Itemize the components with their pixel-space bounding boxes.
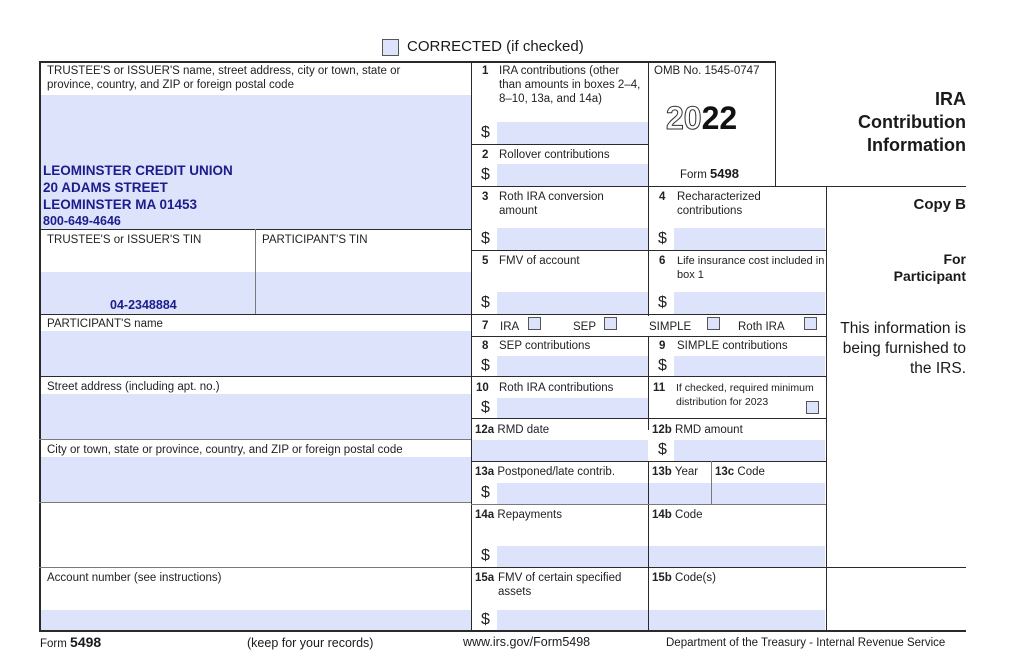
box12b-dollar: $ bbox=[658, 441, 667, 458]
box6-label: Life insurance cost included in box 1 bbox=[677, 255, 825, 281]
omb-number: OMB No. 1545-0747 bbox=[654, 65, 760, 77]
box13b-label: Year bbox=[674, 466, 699, 478]
box4-field[interactable] bbox=[674, 228, 825, 250]
box9-field[interactable] bbox=[674, 356, 825, 376]
box3-number: 3 bbox=[482, 191, 489, 203]
box14a-number: 14a bbox=[475, 509, 495, 521]
form-title bbox=[858, 88, 966, 157]
box7-sep-checkbox[interactable] bbox=[604, 317, 617, 330]
box1-dollar: $ bbox=[481, 124, 490, 141]
box7-ira-label: IRA bbox=[500, 321, 520, 333]
tax-year bbox=[666, 100, 737, 137]
trustee-phone: 800-649-4646 bbox=[43, 214, 121, 228]
irs-notice: This information is being furnished to the IRS. bbox=[840, 320, 966, 377]
box14b-field[interactable] bbox=[649, 546, 825, 567]
title-line2: Contribution bbox=[858, 112, 966, 132]
for-line1: For bbox=[943, 251, 966, 267]
box14a-label: Repayments bbox=[497, 509, 562, 521]
box13a-field[interactable] bbox=[497, 483, 648, 504]
box11-number: 11 bbox=[653, 382, 666, 394]
box13a-number: 13a bbox=[475, 466, 495, 478]
box13a-dollar: $ bbox=[481, 484, 490, 501]
box5-field[interactable] bbox=[497, 292, 648, 314]
city-label: City or town, state or province, country, and ZIP or foreign postal code bbox=[47, 444, 403, 456]
box15b-number: 15b bbox=[652, 572, 672, 584]
box2-field[interactable] bbox=[497, 164, 648, 186]
box8-field[interactable] bbox=[497, 356, 648, 376]
tax-year-bold: 22 bbox=[701, 100, 738, 136]
box15b-label: Code(s) bbox=[675, 572, 716, 584]
box8-label: SEP contributions bbox=[499, 340, 591, 352]
box10-label: Roth IRA contributions bbox=[499, 382, 614, 394]
box12a-number: 12a bbox=[475, 424, 495, 436]
box9-label: SIMPLE contributions bbox=[677, 340, 788, 352]
corrected-checkbox[interactable] bbox=[382, 39, 399, 56]
box13c-label: Code bbox=[737, 466, 765, 478]
footer-keep: (keep for your records) bbox=[247, 636, 374, 650]
box15a-label: FMV of certain specified assets bbox=[498, 572, 622, 598]
account-label: Account number (see instructions) bbox=[47, 572, 222, 584]
footer-dept: Department of the Treasury - Internal Revenue Service bbox=[666, 637, 946, 649]
box3-dollar: $ bbox=[481, 230, 490, 247]
trustee-street: 20 ADAMS STREET bbox=[43, 180, 168, 195]
box4-label: Recharacterized contributions bbox=[677, 191, 761, 217]
footer-url[interactable]: www.irs.gov/Form5498 bbox=[463, 635, 591, 649]
box7-roth-checkbox[interactable] bbox=[804, 317, 817, 330]
box6-field[interactable] bbox=[674, 292, 825, 314]
box14b-header bbox=[652, 508, 703, 522]
box13b-field[interactable] bbox=[649, 483, 711, 504]
trustee-city: LEOMINSTER MA 01453 bbox=[43, 197, 198, 212]
box15a-dollar: $ bbox=[481, 611, 490, 628]
trustee-label: TRUSTEE'S or ISSUER'S name, street address, city or town, state or province, country, and ZIP or foreign postal code bbox=[47, 65, 401, 91]
box7-sep-label: SEP bbox=[573, 321, 597, 333]
box13c-header bbox=[715, 465, 765, 479]
footer-form bbox=[40, 634, 101, 650]
box7-ira-checkbox[interactable] bbox=[528, 317, 541, 330]
account-field[interactable] bbox=[41, 610, 471, 630]
box9-dollar: $ bbox=[658, 357, 667, 374]
box14a-header bbox=[475, 508, 562, 522]
tax-year-outline: 20 bbox=[666, 100, 702, 136]
box1-number: 1 bbox=[482, 65, 489, 77]
participant-tin-label: PARTICIPANT'S TIN bbox=[262, 234, 368, 246]
box15a-field[interactable] bbox=[497, 610, 648, 630]
box1-label: IRA contributions (other than amounts in boxes 2–4, 8–10, 13a, and 14a) bbox=[499, 65, 641, 105]
copy-label: Copy B bbox=[913, 196, 966, 213]
box12b-header bbox=[652, 423, 743, 437]
box14b-number: 14b bbox=[652, 509, 672, 521]
box4-dollar: $ bbox=[658, 230, 667, 247]
street-label: Street address (including apt. no.) bbox=[47, 381, 220, 393]
box1-field[interactable] bbox=[497, 122, 648, 144]
box15b-header bbox=[652, 571, 716, 585]
box8-number: 8 bbox=[482, 340, 489, 352]
box13a-label: Postponed/late contrib. bbox=[497, 466, 616, 478]
form-prefix: Form bbox=[680, 169, 707, 181]
box9-number: 9 bbox=[659, 340, 666, 352]
box12a-header bbox=[475, 423, 549, 437]
box2-label: Rollover contributions bbox=[499, 149, 610, 161]
box7-simple-checkbox[interactable] bbox=[707, 317, 720, 330]
title-line1: IRA bbox=[935, 89, 966, 109]
city-field[interactable] bbox=[41, 457, 471, 502]
footer-form-prefix: Form bbox=[40, 638, 67, 650]
street-field[interactable] bbox=[41, 394, 471, 439]
participant-tin-field[interactable] bbox=[256, 272, 471, 314]
box7-roth-label: Roth IRA bbox=[738, 321, 785, 333]
box13b-number: 13b bbox=[652, 466, 672, 478]
box12b-field[interactable] bbox=[674, 440, 825, 461]
box12a-field[interactable] bbox=[472, 440, 648, 461]
box12b-label: RMD amount bbox=[675, 424, 743, 436]
trustee-tin-value: 04-2348884 bbox=[110, 298, 177, 312]
box2-dollar: $ bbox=[481, 166, 490, 183]
box5-dollar: $ bbox=[481, 294, 490, 311]
box10-field[interactable] bbox=[497, 398, 648, 418]
form-number: 5498 bbox=[710, 166, 739, 181]
box3-label: Roth IRA conversion amount bbox=[499, 191, 604, 217]
box8-dollar: $ bbox=[481, 357, 490, 374]
for-participant bbox=[894, 251, 966, 285]
for-line2: Participant bbox=[893, 268, 966, 284]
box7-simple-label: SIMPLE bbox=[649, 321, 692, 333]
box11-checkbox[interactable] bbox=[806, 401, 819, 414]
box14a-dollar: $ bbox=[481, 547, 490, 564]
box15b-field[interactable] bbox=[649, 610, 825, 630]
box11-label: If checked, required minimum distribution for 2023 bbox=[676, 382, 814, 408]
box3-field[interactable] bbox=[497, 228, 648, 250]
box13c-field[interactable] bbox=[712, 483, 825, 504]
box14a-field[interactable] bbox=[497, 546, 648, 567]
box2-number: 2 bbox=[482, 149, 489, 161]
trustee-name: LEOMINSTER CREDIT UNION bbox=[43, 163, 233, 178]
box14b-label: Code bbox=[675, 509, 703, 521]
box12b-number: 12b bbox=[652, 424, 672, 436]
box15a-number: 15a bbox=[475, 572, 495, 584]
box7-number: 7 bbox=[482, 320, 489, 332]
title-line3: Information bbox=[867, 135, 966, 155]
corrected-label: CORRECTED (if checked) bbox=[407, 38, 584, 55]
box6-number: 6 bbox=[659, 255, 666, 267]
box4-number: 4 bbox=[659, 191, 666, 203]
omb-form-label bbox=[680, 166, 739, 181]
participant-name-label: PARTICIPANT'S name bbox=[47, 318, 163, 330]
box13b-header bbox=[652, 465, 698, 479]
footer-form-number: 5498 bbox=[70, 634, 102, 650]
trustee-tin-label: TRUSTEE'S or ISSUER'S TIN bbox=[47, 234, 202, 246]
box13c-number: 13c bbox=[715, 466, 735, 478]
box5-number: 5 bbox=[482, 255, 489, 267]
box10-dollar: $ bbox=[481, 399, 490, 416]
box6-dollar: $ bbox=[658, 294, 667, 311]
box5-label: FMV of account bbox=[499, 255, 580, 267]
participant-name-field[interactable] bbox=[41, 331, 471, 376]
box10-number: 10 bbox=[476, 382, 489, 394]
box12a-label: RMD date bbox=[497, 424, 550, 436]
box13a-header bbox=[475, 465, 615, 479]
